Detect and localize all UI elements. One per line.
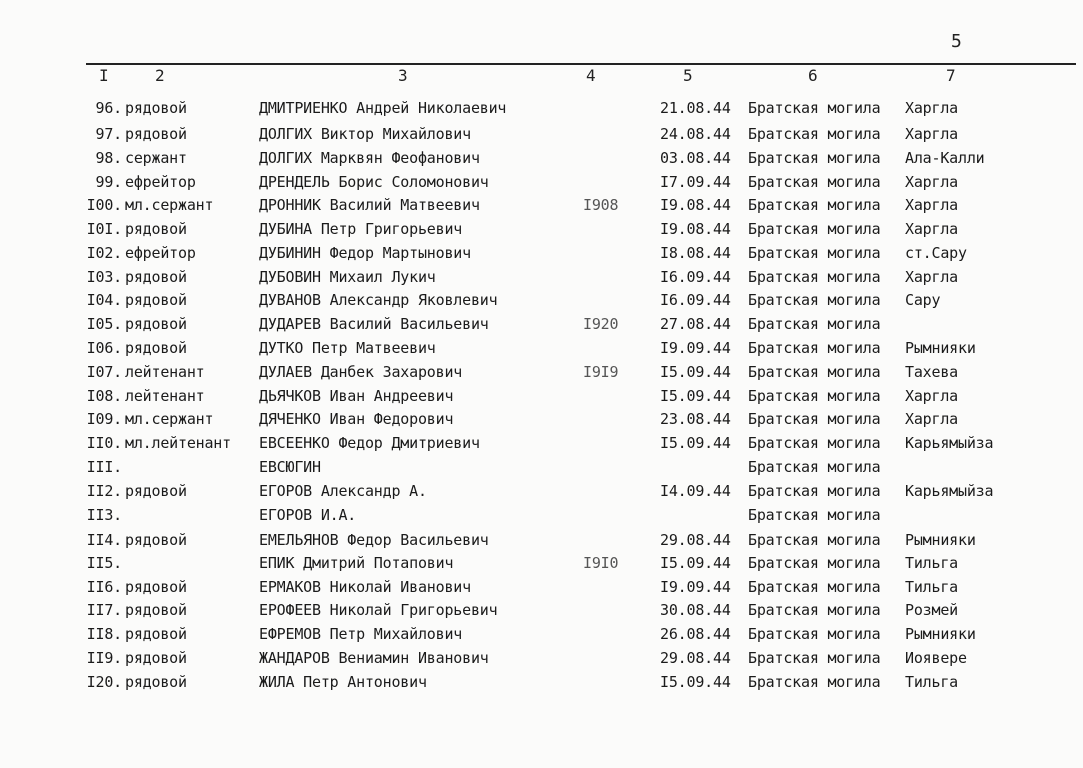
- date-cell: I5.09.44: [660, 387, 731, 405]
- name-cell: ДУДАРЕВ Василий Васильевич: [259, 315, 489, 333]
- locality-cell: Рымнияки: [905, 625, 976, 643]
- locality-cell: Тахева: [905, 363, 958, 381]
- locality-cell: Тильга: [905, 578, 958, 596]
- burial-place-cell: Братская могила: [748, 196, 881, 214]
- rank-cell: рядовой: [125, 625, 187, 643]
- burial-place-cell: Братская могила: [748, 125, 881, 143]
- locality-cell: Иоявере: [905, 649, 967, 667]
- birth-year-cell: I9I9: [583, 363, 619, 381]
- rank-cell: лейтенант: [125, 387, 205, 405]
- table-row: [0, 243, 1083, 265]
- burial-place-cell: Братская могила: [748, 578, 881, 596]
- table-row: [0, 195, 1083, 217]
- name-cell: ДЯЧЕНКО Иван Федорович: [259, 410, 454, 428]
- rank-cell: рядовой: [125, 220, 187, 238]
- name-cell: ЕРОФЕЕВ Николай Григорьевич: [259, 601, 498, 619]
- burial-place-cell: Братская могила: [748, 601, 881, 619]
- locality-cell: Харгла: [905, 220, 958, 238]
- date-cell: I9.08.44: [660, 196, 731, 214]
- row-number: II8.: [86, 625, 122, 643]
- burial-place-cell: Братская могила: [748, 554, 881, 572]
- date-cell: I8.08.44: [660, 244, 731, 262]
- date-cell: 03.08.44: [660, 149, 731, 167]
- burial-place-cell: Братская могила: [748, 625, 881, 643]
- row-number: I03.: [86, 268, 122, 286]
- row-number: I02.: [86, 244, 122, 262]
- rank-cell: рядовой: [125, 578, 187, 596]
- birth-year-cell: I920: [583, 315, 619, 333]
- row-number: I20.: [86, 673, 122, 691]
- rank-cell: мл.сержант: [125, 196, 214, 214]
- row-number: II6.: [86, 578, 122, 596]
- rank-cell: рядовой: [125, 291, 187, 309]
- table-row: [0, 98, 1083, 120]
- rank-cell: рядовой: [125, 315, 187, 333]
- name-cell: ЕВСЕЕНКО Федор Дмитриевич: [259, 434, 480, 452]
- burial-place-cell: Братская могила: [748, 531, 881, 549]
- locality-cell: Харгла: [905, 173, 958, 191]
- table-row: [0, 530, 1083, 552]
- name-cell: ДУЛАЕВ Данбек Захарович: [259, 363, 463, 381]
- name-cell: ДЬЯЧКОВ Иван Андреевич: [259, 387, 454, 405]
- locality-cell: Розмей: [905, 601, 958, 619]
- date-cell: 27.08.44: [660, 315, 731, 333]
- burial-place-cell: Братская могила: [748, 315, 881, 333]
- table-row: [0, 362, 1083, 384]
- birth-year-cell: I908: [583, 196, 619, 214]
- column-header-5: 5: [683, 66, 693, 85]
- locality-cell: Карьямыйза: [905, 482, 994, 500]
- name-cell: ЕПИК Дмитрий Потапович: [259, 554, 454, 572]
- burial-place-cell: Братская могила: [748, 673, 881, 691]
- burial-place-cell: Братская могила: [748, 149, 881, 167]
- name-cell: ЕВСЮГИН: [259, 458, 321, 476]
- page-number: 5: [951, 31, 962, 52]
- burial-place-cell: Братская могила: [748, 220, 881, 238]
- date-cell: I5.09.44: [660, 363, 731, 381]
- rank-cell: рядовой: [125, 339, 187, 357]
- row-number: I0I.: [86, 220, 122, 238]
- name-cell: ДУТКО Петр Матвеевич: [259, 339, 436, 357]
- table-row: [0, 290, 1083, 312]
- table-row: [0, 409, 1083, 431]
- row-number: II9.: [86, 649, 122, 667]
- row-number: I00.: [86, 196, 122, 214]
- rank-cell: рядовой: [125, 673, 187, 691]
- table-row: [0, 219, 1083, 241]
- table-row: [0, 172, 1083, 194]
- locality-cell: Тильга: [905, 554, 958, 572]
- burial-place-cell: Братская могила: [748, 291, 881, 309]
- locality-cell: Ала-Калли: [905, 149, 985, 167]
- table-row: [0, 648, 1083, 670]
- row-number: II0.: [86, 434, 122, 452]
- date-cell: I7.09.44: [660, 173, 731, 191]
- locality-cell: Сару: [905, 291, 941, 309]
- date-cell: I9.09.44: [660, 339, 731, 357]
- name-cell: ЕФРЕМОВ Петр Михайлович: [259, 625, 463, 643]
- table-row: [0, 267, 1083, 289]
- row-number: 99.: [95, 173, 122, 191]
- name-cell: ДУБОВИН Михаил Лукич: [259, 268, 436, 286]
- row-number: II2.: [86, 482, 122, 500]
- name-cell: ЕГОРОВ И.А.: [259, 506, 357, 524]
- name-cell: ЕРМАКОВ Николай Иванович: [259, 578, 471, 596]
- column-header-4: 4: [586, 66, 596, 85]
- birth-year-cell: I9I0: [583, 554, 619, 572]
- name-cell: ДОЛГИХ Виктор Михайлович: [259, 125, 471, 143]
- date-cell: 29.08.44: [660, 531, 731, 549]
- burial-place-cell: Братская могила: [748, 506, 881, 524]
- column-header-6: 6: [808, 66, 818, 85]
- name-cell: ЖАНДАРОВ Вениамин Иванович: [259, 649, 489, 667]
- row-number: II5.: [86, 554, 122, 572]
- name-cell: ЕГОРОВ Александр А.: [259, 482, 427, 500]
- rank-cell: мл.лейтенант: [125, 434, 231, 452]
- date-cell: I6.09.44: [660, 291, 731, 309]
- row-number: I04.: [86, 291, 122, 309]
- name-cell: ДУВАНОВ Александр Яковлевич: [259, 291, 498, 309]
- row-number: 96.: [95, 99, 122, 117]
- date-cell: 26.08.44: [660, 625, 731, 643]
- row-number: III.: [86, 458, 122, 476]
- name-cell: ЕМЕЛЬЯНОВ Федор Васильевич: [259, 531, 489, 549]
- row-number: 98.: [95, 149, 122, 167]
- burial-place-cell: Братская могила: [748, 410, 881, 428]
- rank-cell: рядовой: [125, 531, 187, 549]
- name-cell: ЖИЛА Петр Антонович: [259, 673, 427, 691]
- date-cell: I5.09.44: [660, 554, 731, 572]
- rank-cell: рядовой: [125, 99, 187, 117]
- row-number: I07.: [86, 363, 122, 381]
- locality-cell: Рымнияки: [905, 531, 976, 549]
- table-row: [0, 624, 1083, 646]
- date-cell: 23.08.44: [660, 410, 731, 428]
- burial-place-cell: Братская могила: [748, 649, 881, 667]
- date-cell: I9.08.44: [660, 220, 731, 238]
- name-cell: ДУБИНА Петр Григорьевич: [259, 220, 463, 238]
- name-cell: ДМИТРИЕНКО Андрей Николаевич: [259, 99, 507, 117]
- table-row: [0, 338, 1083, 360]
- column-header-7: 7: [946, 66, 956, 85]
- table-row: [0, 433, 1083, 455]
- rank-cell: сержант: [125, 149, 187, 167]
- date-cell: I4.09.44: [660, 482, 731, 500]
- burial-place-cell: Братская могила: [748, 434, 881, 452]
- rank-cell: лейтенант: [125, 363, 205, 381]
- rank-cell: рядовой: [125, 649, 187, 667]
- table-row: [0, 553, 1083, 575]
- date-cell: 21.08.44: [660, 99, 731, 117]
- locality-cell: Тильга: [905, 673, 958, 691]
- burial-place-cell: Братская могила: [748, 173, 881, 191]
- locality-cell: Карьямыйза: [905, 434, 994, 452]
- burial-place-cell: Братская могила: [748, 482, 881, 500]
- date-cell: I5.09.44: [660, 673, 731, 691]
- locality-cell: ст.Сару: [905, 244, 967, 262]
- burial-place-cell: Братская могила: [748, 458, 881, 476]
- table-row: [0, 577, 1083, 599]
- burial-place-cell: Братская могила: [748, 268, 881, 286]
- row-number: II4.: [86, 531, 122, 549]
- date-cell: I6.09.44: [660, 268, 731, 286]
- table-row: [0, 314, 1083, 336]
- name-cell: ДУБИНИН Федор Мартынович: [259, 244, 471, 262]
- table-row: [0, 600, 1083, 622]
- table-row: [0, 505, 1083, 527]
- locality-cell: Харгла: [905, 196, 958, 214]
- row-number: II3.: [86, 506, 122, 524]
- column-header-2: 2: [155, 66, 165, 85]
- table-row: [0, 386, 1083, 408]
- locality-cell: Харгла: [905, 125, 958, 143]
- burial-place-cell: Братская могила: [748, 339, 881, 357]
- row-number: 97.: [95, 125, 122, 143]
- rank-cell: мл.сержант: [125, 410, 214, 428]
- date-cell: I5.09.44: [660, 434, 731, 452]
- locality-cell: Рымнияки: [905, 339, 976, 357]
- name-cell: ДОЛГИХ Марквян Феофанович: [259, 149, 480, 167]
- burial-place-cell: Братская могила: [748, 244, 881, 262]
- date-cell: 24.08.44: [660, 125, 731, 143]
- locality-cell: Харгла: [905, 268, 958, 286]
- name-cell: ДРЕНДЕЛЬ Борис Соломонович: [259, 173, 489, 191]
- row-number: I05.: [86, 315, 122, 333]
- table-row: [0, 124, 1083, 146]
- column-header-3: 3: [398, 66, 408, 85]
- rank-cell: рядовой: [125, 482, 187, 500]
- date-cell: 30.08.44: [660, 601, 731, 619]
- burial-place-cell: Братская могила: [748, 387, 881, 405]
- rank-cell: рядовой: [125, 268, 187, 286]
- row-number: I06.: [86, 339, 122, 357]
- row-number: I08.: [86, 387, 122, 405]
- rank-cell: рядовой: [125, 601, 187, 619]
- row-number: I09.: [86, 410, 122, 428]
- rank-cell: рядовой: [125, 125, 187, 143]
- table-row: [0, 148, 1083, 170]
- header-rule: [86, 63, 1076, 65]
- locality-cell: Харгла: [905, 410, 958, 428]
- table-row: [0, 481, 1083, 503]
- date-cell: 29.08.44: [660, 649, 731, 667]
- name-cell: ДРОННИК Василий Матвеевич: [259, 196, 480, 214]
- locality-cell: Харгла: [905, 99, 958, 117]
- row-number: II7.: [86, 601, 122, 619]
- date-cell: I9.09.44: [660, 578, 731, 596]
- table-row: [0, 457, 1083, 479]
- rank-cell: ефрейтор: [125, 173, 196, 191]
- rank-cell: ефрейтор: [125, 244, 196, 262]
- burial-place-cell: Братская могила: [748, 99, 881, 117]
- burial-place-cell: Братская могила: [748, 363, 881, 381]
- locality-cell: Харгла: [905, 387, 958, 405]
- column-header-1: I: [99, 66, 109, 85]
- table-row: [0, 672, 1083, 694]
